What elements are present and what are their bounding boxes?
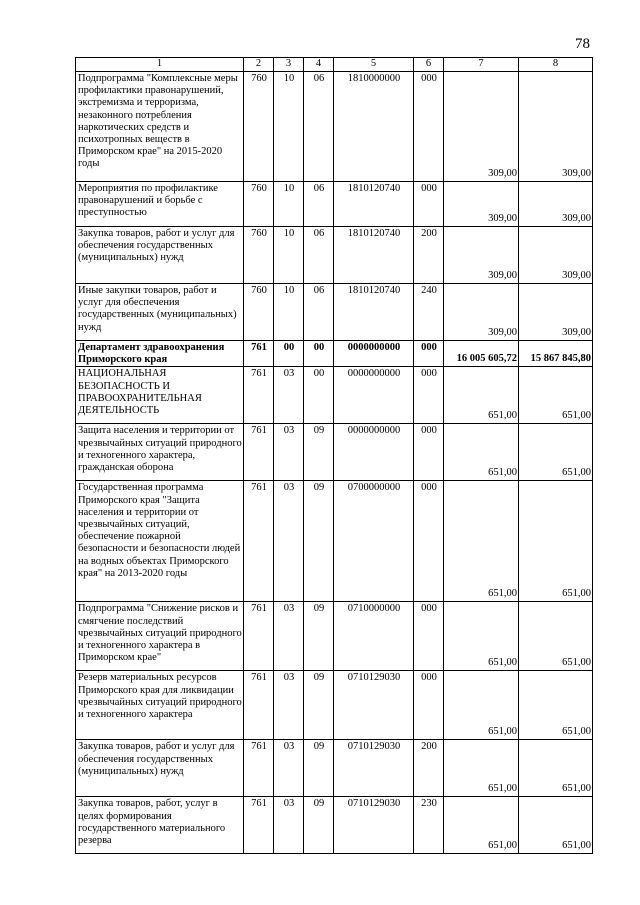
expense-type: 000: [414, 671, 444, 740]
amount-col8: 651,00: [519, 671, 593, 740]
ved-code: 760: [244, 72, 274, 182]
subsection-code: 09: [304, 797, 334, 854]
header-row: [76, 58, 593, 72]
subsection-code: 06: [304, 284, 334, 341]
header-cell: 1: [76, 58, 244, 72]
row-name: Государственная программа Приморского края "Защита населения и территории от чрезвычайных ситуаций, обеспечение пожарной безопасности и безопасности людей на водных объектах Приморского края" на 2013-2020 годы: [76, 481, 244, 602]
target-article: 1810120740: [334, 227, 414, 284]
expense-type: 200: [414, 227, 444, 284]
row-name: Департамент здравоохранения Приморского края: [76, 341, 244, 367]
amount-col7: 651,00: [444, 424, 519, 481]
section-code: 10: [274, 284, 304, 341]
table-row: [76, 797, 593, 854]
expense-type: 000: [414, 72, 444, 182]
section-code: 10: [274, 227, 304, 284]
section-code: 03: [274, 797, 304, 854]
section-code: 10: [274, 72, 304, 182]
target-article: 0000000000: [334, 341, 414, 367]
target-article: 1810120740: [334, 284, 414, 341]
amount-col7: 651,00: [444, 602, 519, 671]
amount-col8: 651,00: [519, 367, 593, 424]
amount-col7: 651,00: [444, 797, 519, 854]
budget-table: [75, 57, 593, 854]
target-article: 1810120740: [334, 182, 414, 227]
subsection-code: 09: [304, 671, 334, 740]
ved-code: 760: [244, 284, 274, 341]
section-code: 03: [274, 367, 304, 424]
row-name: Подпрограмма "Снижение рисков и смягчение последствий чрезвычайных ситуаций природного и техногенного характера в Приморском крае": [76, 602, 244, 671]
amount-col7: 309,00: [444, 227, 519, 284]
target-article: 1810000000: [334, 72, 414, 182]
amount-col8: 651,00: [519, 481, 593, 602]
table-row: [76, 481, 593, 602]
amount-col7: 651,00: [444, 367, 519, 424]
subsection-code: 09: [304, 740, 334, 797]
section-code: 03: [274, 481, 304, 602]
amount-col8: 309,00: [519, 72, 593, 182]
row-name: НАЦИОНАЛЬНАЯ БЕЗОПАСНОСТЬ И ПРАВООХРАНИТЕЛЬНАЯ ДЕЯТЕЛЬНОСТЬ: [76, 367, 244, 424]
table-row: [76, 367, 593, 424]
row-name: Закупка товаров, работ и услуг для обеспечения государственных (муниципальных) нужд: [76, 227, 244, 284]
ved-code: 761: [244, 424, 274, 481]
ved-code: 760: [244, 182, 274, 227]
amount-col8: 309,00: [519, 227, 593, 284]
table-row: [76, 227, 593, 284]
expense-type: 240: [414, 284, 444, 341]
table-row: [76, 341, 593, 367]
section-code: 10: [274, 182, 304, 227]
amount-col8: 651,00: [519, 424, 593, 481]
ved-code: 761: [244, 367, 274, 424]
row-name: Защита населения и территории от чрезвычайных ситуаций природного и техногенного характера, гражданская оборона: [76, 424, 244, 481]
target-article: 0000000000: [334, 424, 414, 481]
ved-code: 761: [244, 481, 274, 602]
ved-code: 761: [244, 341, 274, 367]
target-article: 0710129030: [334, 740, 414, 797]
table-row: [76, 671, 593, 740]
row-name: Резерв материальных ресурсов Приморского края для ликвидации чрезвычайных ситуаций природного и техногенного характера: [76, 671, 244, 740]
amount-col7: 309,00: [444, 284, 519, 341]
page-number: 78: [575, 36, 590, 52]
amount-col8: 309,00: [519, 182, 593, 227]
amount-col8: 309,00: [519, 284, 593, 341]
table-row: [76, 602, 593, 671]
header-cell: 4: [304, 58, 334, 72]
subsection-code: 06: [304, 72, 334, 182]
header-cell: 5: [334, 58, 414, 72]
table-row: [76, 424, 593, 481]
expense-type: 000: [414, 367, 444, 424]
header-cell: 3: [274, 58, 304, 72]
target-article: 0710000000: [334, 602, 414, 671]
table-row: [76, 72, 593, 182]
subsection-code: 00: [304, 341, 334, 367]
target-article: 0710129030: [334, 797, 414, 854]
expense-type: 000: [414, 341, 444, 367]
section-code: 00: [274, 341, 304, 367]
row-name: Закупка товаров, работ, услуг в целях формирования государственного материального резерва: [76, 797, 244, 854]
section-code: 03: [274, 740, 304, 797]
ved-code: 761: [244, 602, 274, 671]
section-code: 03: [274, 424, 304, 481]
row-name: Подпрограмма "Комплексные меры профилактики правонарушений, экстремизма и терроризма, незаконного потребления наркотических средств и психотропных веществ в Приморском крае" на 2015-2020 годы: [76, 72, 244, 182]
header-cell: 2: [244, 58, 274, 72]
subsection-code: 09: [304, 424, 334, 481]
table-row: [76, 182, 593, 227]
amount-col7: 16 005 605,72: [444, 341, 519, 367]
amount-col7: 651,00: [444, 671, 519, 740]
ved-code: 761: [244, 797, 274, 854]
section-code: 03: [274, 671, 304, 740]
subsection-code: 09: [304, 481, 334, 602]
subsection-code: 09: [304, 602, 334, 671]
amount-col7: 651,00: [444, 740, 519, 797]
target-article: 0700000000: [334, 481, 414, 602]
header-cell: 7: [444, 58, 519, 72]
section-code: 03: [274, 602, 304, 671]
header-cell: 8: [519, 58, 593, 72]
expense-type: 000: [414, 424, 444, 481]
row-name: Иные закупки товаров, работ и услуг для обеспечения государственных (муниципальных) нужд: [76, 284, 244, 341]
amount-col8: 651,00: [519, 797, 593, 854]
ved-code: 761: [244, 740, 274, 797]
target-article: 0710129030: [334, 671, 414, 740]
subsection-code: 06: [304, 227, 334, 284]
subsection-code: 00: [304, 367, 334, 424]
ved-code: 760: [244, 227, 274, 284]
amount-col7: 309,00: [444, 72, 519, 182]
expense-type: 000: [414, 182, 444, 227]
row-name: Мероприятия по профилактике правонарушений и борьбе с преступностью: [76, 182, 244, 227]
amount-col7: 651,00: [444, 481, 519, 602]
row-name: Закупка товаров, работ и услуг для обеспечения государственных (муниципальных) нужд: [76, 740, 244, 797]
amount-col8: 651,00: [519, 602, 593, 671]
amount-col8: 15 867 845,80: [519, 341, 593, 367]
amount-col7: 309,00: [444, 182, 519, 227]
expense-type: 000: [414, 602, 444, 671]
subsection-code: 06: [304, 182, 334, 227]
expense-type: 000: [414, 481, 444, 602]
amount-col8: 651,00: [519, 740, 593, 797]
expense-type: 230: [414, 797, 444, 854]
header-cell: 6: [414, 58, 444, 72]
expense-type: 200: [414, 740, 444, 797]
table-row: [76, 740, 593, 797]
ved-code: 761: [244, 671, 274, 740]
target-article: 0000000000: [334, 367, 414, 424]
table-row: [76, 284, 593, 341]
